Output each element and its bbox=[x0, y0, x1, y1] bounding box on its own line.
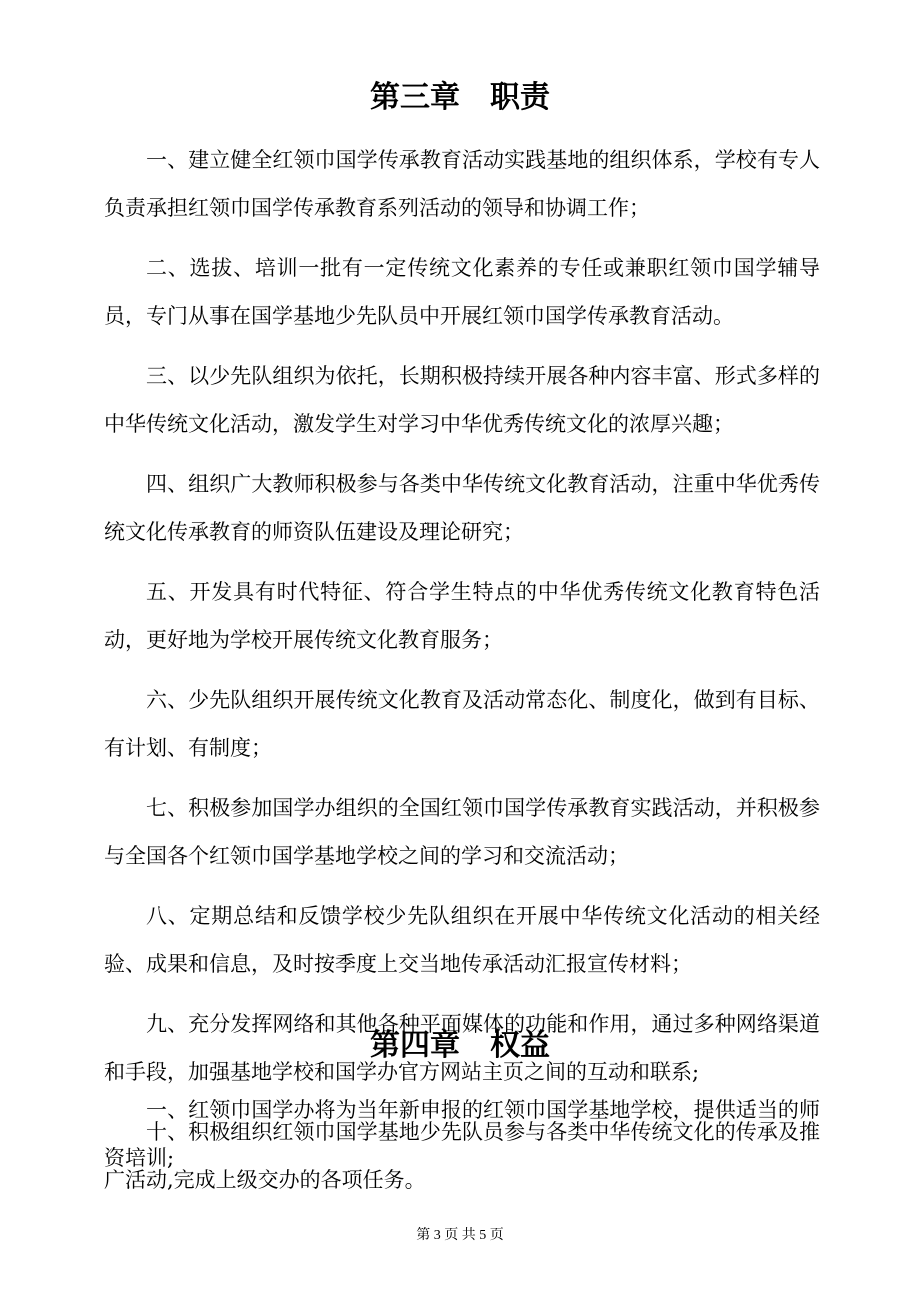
chapter-4-body bbox=[104, 1086, 820, 1194]
duty-item-2: 二、选拔、培训一批有一定传统文化素养的专任或兼职红领巾国学辅导员，专门从事在国学基地少先队员中开展红领巾国学传承教育活动。 bbox=[104, 256, 820, 328]
rights-item-1: 一、红领巾国学办将为当年新申报的红领巾国学基地学校，提供适当的师资培训; bbox=[104, 1098, 820, 1170]
chapter-3-title: 第三章 职责 bbox=[370, 80, 550, 115]
chapter-4-title: 第四章 权益 bbox=[370, 1028, 550, 1063]
duty-item-10: 十、积极组织红领巾国学基地少先队员参与各类中华传统文化的传承及推广活动,完成上级交办的各项任务。 bbox=[104, 1120, 820, 1192]
duty-item-3: 三、以少先队组织为依托，长期积极持续开展各种内容丰富、形式多样的中华传统文化活动，激发学生对学习中华优秀传统文化的浓厚兴趣； bbox=[104, 364, 820, 436]
duty-item-7: 七、积极参加国学办组织的全国红领巾国学传承教育实践活动，并积极参与全国各个红领巾国学基地学校之间的学习和交流活动； bbox=[104, 796, 820, 868]
duty-item-1: 一、建立健全红领巾国学传承教育活动实践基地的组织体系，学校有专人负责承担红领巾国学传承教育系列活动的领导和协调工作； bbox=[104, 148, 820, 220]
duty-item-6: 六、少先队组织开展传统文化教育及活动常态化、制度化，做到有目标、有计划、有制度； bbox=[104, 688, 820, 760]
duty-item-8: 八、定期总结和反馈学校少先队组织在开展中华传统文化活动的相关经验、成果和信息，及时按季度上交当地传承活动汇报宣传材料； bbox=[104, 904, 820, 976]
duty-item-4: 四、组织广大教师积极参与各类中华传统文化教育活动，注重中华优秀传统文化传承教育的师资队伍建设及理论研究； bbox=[104, 472, 820, 544]
duty-item-5: 五、开发具有时代特征、符合学生特点的中华优秀传统文化教育特色活动，更好地为学校开展传统文化教育服务； bbox=[104, 580, 820, 652]
page-number-footer: 第 3 页 共 5 页 bbox=[416, 1228, 504, 1243]
duty-item-9: 九、充分发挥网络和其他各种平面媒体的功能和作用，通过多种网络渠道和手段，加强基地学校和国学办官方网站主页之间的互动和联系; bbox=[104, 1012, 820, 1084]
